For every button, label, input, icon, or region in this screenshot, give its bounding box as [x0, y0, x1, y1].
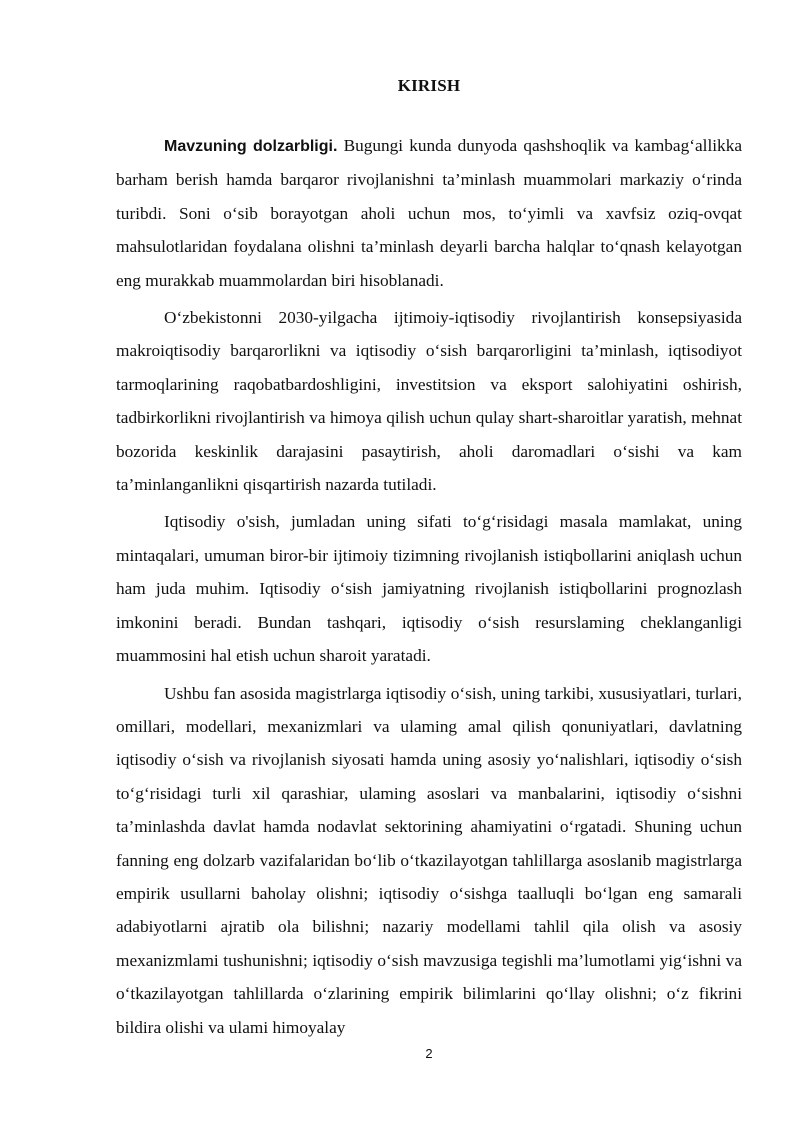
- paragraph-relevance: [116, 129, 742, 297]
- paragraph-text: Bugungi kunda dunyoda qashshoqlik va kambag‘allikka barham berish hamda barqaror rivojlanishni ta’minlash muammolari markaziy o‘rinda turibdi. Soni o‘sib borayotgan aholi uchun mos, to‘yimli va xavfsiz oziq-ovqat mahsulotlaridan foydalana olishni ta’minlash deyarli barcha halqlar to‘qnash kelayotgan eng murakkab muammolardan biri hisoblanadi.: [116, 136, 743, 290]
- paragraph-course-goals: Ushbu fan asosida magistrlarga iqtisodiy o‘sish, uning tarkibi, xususiyatlari, turlari, omillari, modellari, mexanizmlari va ulaming amal qilish qonuniyatlari, davlatning iqtisodiy o‘sish va rivojlanish siyosati hamda uning asosiy yo‘nalishlari, iqtisodiy o‘sish to‘g‘risidagi turli xil qarashiar, ulaming asoslari va manbalarini, iqtisodiy o‘sishni ta’minlashda davlat hamda nodavlat sektorining ahamiyatini o‘rgatadi. Shuning uchun fanning eng dolzarb vazifalaridan bo‘lib o‘tkazilayotgan tahlillarga asoslanib magistrlarga empirik usullarni baholay olishni; iqtisodiy o‘sishga taalluqli bo‘lgan eng samarali adabiyotlarni ajratib ola bilishni; nazariy modellami tahlil qila olish va asosiy mexanizmlami tushunishni; iqtisodiy o‘sish mavzusiga tegishli ma’lumotlami yig‘ishni va o‘tkazilayotgan tahlillarda o‘zlarining empirik bilimlarini qo‘llay olishni; o‘z fikrini bildira olishi va ulami himoyalay: [116, 683, 742, 1037]
- document-body: [116, 129, 742, 1048]
- page-number: 2: [425, 1046, 433, 1061]
- paragraph-economic-growth: Iqtisodiy o'sish, jumladan uning sifati to‘g‘risidagi masala mamlakat, uning mintaqalari, umuman biror-bir ijtimoiy tizimning rivojlanish istiqbollarini aniqlash uchun ham juda muhim. Iqtisodiy o‘sish jamiyatning rivojlanish istiqbollarini prognozlash imkonini beradi. Bundan tashqari, iqtisodiy o‘sish resurslaming cheklanganligi muammosini hal etish uchun sharoit yaratadi.: [116, 512, 742, 666]
- paragraph-lead: Mavzuning dolzarbligi.: [164, 138, 338, 155]
- paragraph-concept-2030: O‘zbekistonni 2030-yilgacha ijtimoiy-iqtisodiy rivojlantirish konsepsiyasida makroiqtisodiy barqarorlikni va iqtisodiy o‘sish barqarorligini ta’minlash, iqtisodiyot tarmoqlarining raqobatbardoshligini, investitsion va eksport salohiyatini oshirish, tadbirkorlikni rivojlantirish va himoya qilish uchun qulay shart-sharoitlar yaratish, mehnat bozorida keskinlik darajasini pasaytirish, aholi daromadlari o‘sishi va kam ta’minlanganlikni qisqartirish nazarda tutiladi.: [116, 308, 742, 495]
- page-title: KIRISH: [397, 76, 461, 95]
